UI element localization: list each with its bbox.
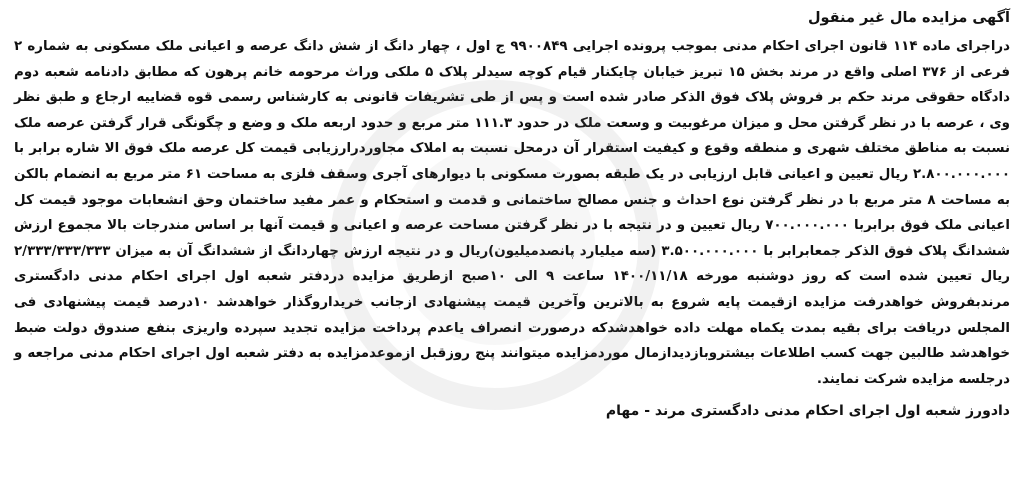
notice-title: آگهی مزایده مال غیر منقول [807,10,1010,26]
notice-signature: دادورز شعبه اول اجرای احکام مدنی دادگستری مرند - مهام [605,403,1010,420]
notice-body: دراجرای ماده ۱۱۴ قانون اجرای احکام مدنی بموجب پرونده اجرایی ۹۹۰۰۸۴۹ ج اول ، چهار دانگ از شش دانگ عرصه و اعیانی ملک مسکونی به شماره ۲ فرعی از ۳۷۶ اصلی واقع در مرند بخش ۱۵ تبریز خیابان چایکنار قیام کوچه سیدلر پلاک ۵ ملکی وراث مرحومه خانم پرهون که مطابق دادنامه شعبه دوم دادگاه حقوقی مرند حکم بر فروش پلاک فوق الذکر صادر شده است و پس از طی تشریفات قانونی به کارشناس رسمی قوه قضاییه ارجاع و طبق نظر وی ، عرصه با در نظر گرفتن محل و میزان مرغوبیت و وسعت ملک در حدود ۱۱۱.۳ متر مربع و حدود اربعه ملک و وضع و چگونگی قرار گرفتن عرصه ملک نسبت به مناطق مختلف شهری و منطقه وقوع و کیفیت استقرار آن درمحل نسبت به املاک مجاوردرارزیابی قیمت کل عرصه ملک فوق الا شاره برابر با ۲.۸۰۰.۰۰۰.۰۰۰ ریال تعیین و اعیانی قابل ارزیابی در یک طبقه بصورت مسکونی با دیوارهای آجری وسقف فلزی به مساحت ۶۱ متر مربع به انضمام بالکن به مساحت ۸ متر مربع با در نظر گرفتن نوع احداث و جنس مصالح ساختمانی و قدمت و استحکام و عمر مفید ساختمان وحق انشعابات موجود قیمت کل اعیانی ملک فوق برابربا ۷۰۰.۰۰۰.۰۰۰ ریال تعیین و در نتیجه با در نظر گرفتن مساحت عرصه و اعیانی و قیمت آنها بر اساس مندرجات بالا مجموع ارزش ششدانگ پلاک فوق الذکر جمعابرابر با ۳.۵۰۰.۰۰۰.۰۰۰ (سه میلیارد پانصدمیلیون)ریال و در نتیجه ارزش چهاردانگ از ششدانگ آن به میزان ۲/۳۳۳/۳۳۳/۳۳۳ ریال تعیین شده است که روز دوشنبه مورخه ۱۴۰۰/۱۱/۱۸ ساعت ۹ الی ۱۰صبح ازطریق مزایده دردفتر شعبه اول اجرای احکام مدنی دادگستری مرندبفروش خواهدرفت مزایده ازقیمت پایه شروع به بالاترین وآخرین قیمت پیشنهادی ازجانب خریداروگذار خواهدشد ۱۰درصد قیمت پیشنهادی فی المجلس دریافت برای بقیه بمدت یکماه مهلت داده خواهدشدکه درصورت انصراف یاعدم پرداخت مزایده تجدید سپرده واریزی بنفع صندوق دولت ضبط خواهدشد طالبین جهت کسب اطلاعات بیشتروبازدیدازمال موردمزایده میتوانند پنج روزقبل ازموعدمزایده به دفتر شعبه اول اجرای احکام مدنی مراجعه و درجلسه مزایده شرکت نمایند. [14,39,1011,387]
